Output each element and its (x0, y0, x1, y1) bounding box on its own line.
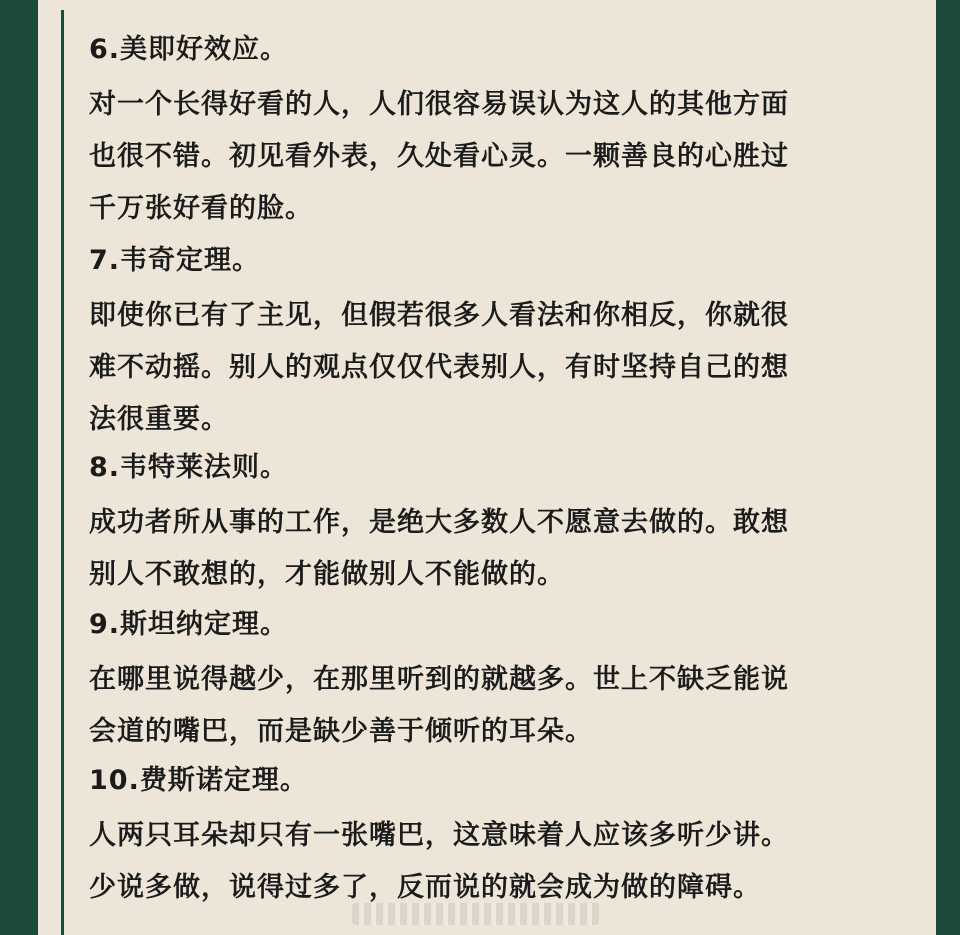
accent-line (61, 10, 64, 935)
section-10-title: 10.费斯诺定理。 (89, 765, 308, 796)
section-7-body: 即使你已有了主见，但假若很多人看法和你相反，你就很 难不动摇。别人的观点仅仅代表别人，有时坚持自己的想 法很重要。 (89, 300, 789, 435)
section-6 (89, 33, 879, 235)
section-9-title: 9.斯坦纳定理。 (89, 609, 289, 640)
section-8-body: 成功者所从事的工作，是绝大多数人不愿意去做的。敢想 别人不敢想的，才能做别人不能做的。 (89, 507, 789, 590)
section-9 (89, 608, 879, 758)
section-7 (89, 244, 879, 446)
section-7-title: 7.韦奇定理。 (89, 245, 261, 276)
section-8 (89, 451, 879, 601)
section-10 (89, 764, 879, 914)
section-9-body: 在哪里说得越少，在那里听到的就越多。世上不缺乏能说 会道的嘴巴，而是缺少善于倾听的耳朵。 (89, 664, 789, 747)
section-6-title: 6.美即好效应。 (89, 34, 289, 65)
section-10-body: 人两只耳朵却只有一张嘴巴，这意味着人应该多听少讲。 少说多做，说得过多了，反而说的就会成为做的障碍。 (89, 820, 789, 903)
section-6-body: 对一个长得好看的人，人们很容易误认为这人的其他方面 也很不错。初见看外表，久处看心灵。一颗善良的心胜过 千万张好看的脸。 (89, 89, 789, 224)
section-8-title: 8.韦特莱法则。 (89, 452, 289, 483)
watermark (352, 903, 600, 925)
